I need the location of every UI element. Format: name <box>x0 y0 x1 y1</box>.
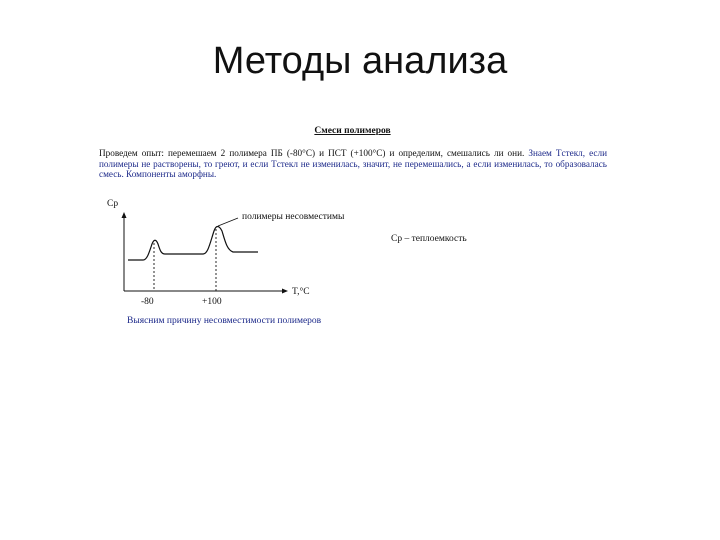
figure-text-blue: Знаем Tстекл, если полимеры не растворены, то греют, и если Tстекл не изменилась, значит, не перемешались, а если изменилась, то образовалась смесь. Компоненты аморфны. <box>99 148 607 179</box>
y-axis-label: Cp <box>107 199 119 209</box>
figure-text-black: Проведем опыт: перемешаем 2 полимера ПБ (-80°С) и ПСТ (+100°С) и определим, смешались ли они. <box>99 148 525 158</box>
annotation-leader-line <box>218 218 238 226</box>
figure-heading: Смеси полимеров <box>314 126 391 136</box>
x-axis-label: T,°C <box>292 287 310 297</box>
slide-title: Методы анализа <box>212 40 508 82</box>
x-tick-label-1: -80 <box>141 297 154 307</box>
heat-capacity-chart <box>95 123 610 333</box>
x-tick-label-2: +100 <box>202 297 222 307</box>
x-axis-arrow-icon <box>282 289 288 294</box>
peak-annotation: полимеры несовместимы <box>242 212 345 222</box>
legend-note: Cp – теплоемкость <box>391 234 467 244</box>
figure-conclusion: Выясним причину несовместимости полимеров <box>127 316 322 326</box>
y-axis-arrow-icon <box>122 212 127 218</box>
scanned-figure <box>95 123 610 333</box>
heat-capacity-curve <box>128 227 258 261</box>
